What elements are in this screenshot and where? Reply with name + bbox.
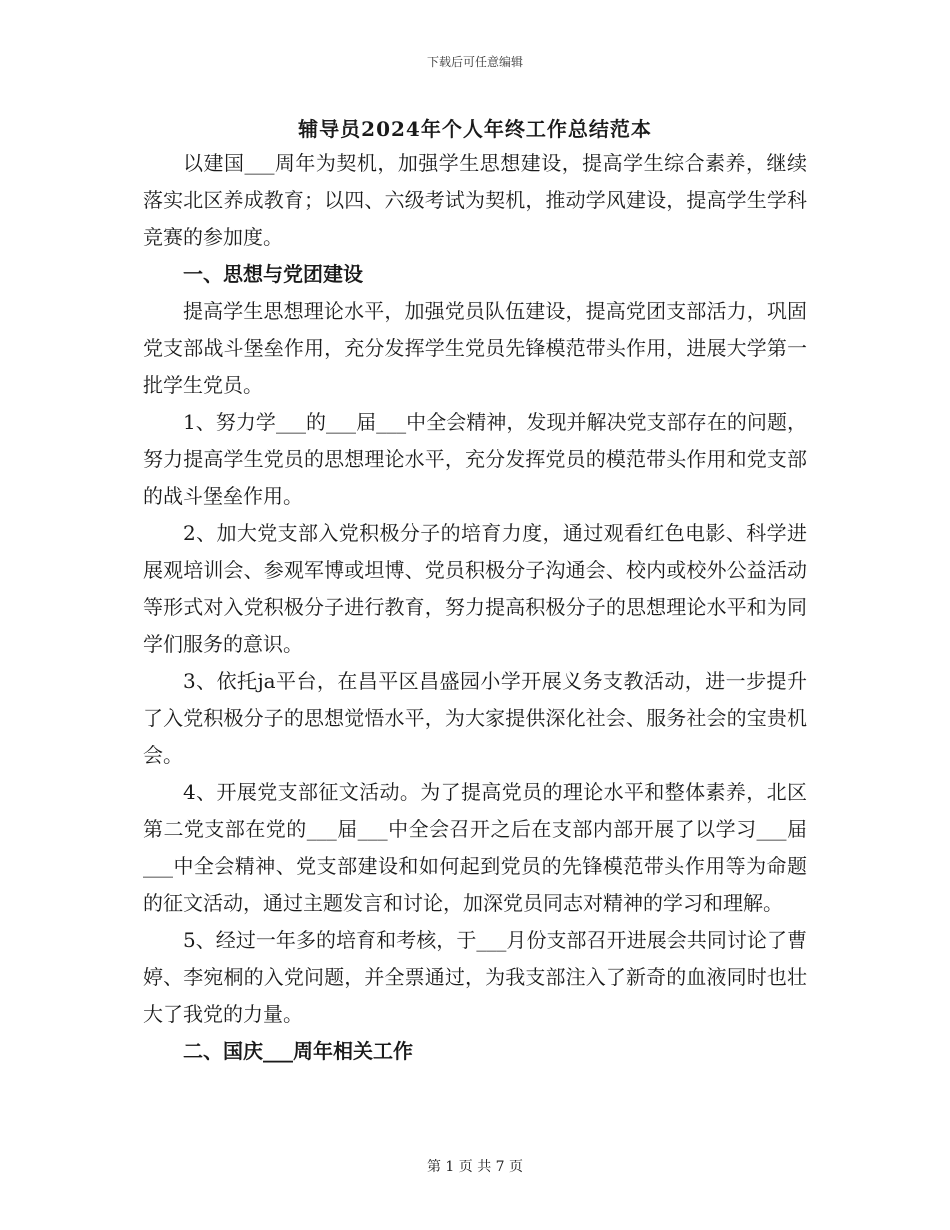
document-body xyxy=(143,145,807,1070)
list-item-1: 1、努力学___的___届___中全会精神，发现并解决党支部存在的问题，努力提高学生党员的思想理论水平，充分发挥党员的模范带头作用和党支部的战斗堡垒作用。 xyxy=(143,410,807,508)
section-heading-1: 一、思想与党团建设 xyxy=(183,262,363,286)
intro-paragraph: 以建国___周年为契机，加强学生思想建设，提高学生综合素养，继续落实北区养成教育；以四、六级考试为契机，推动学风建设，提高学生学科竞赛的参加度。 xyxy=(143,151,807,249)
list-item-5: 5、经过一年多的培育和考核，于___月份支部召开进展会共同讨论了曹婷、李宛桐的入党问题，并全票通过，为我支部注入了新奇的血液同时也壮大了我党的力量。 xyxy=(143,928,807,1026)
list-item-2: 2、加大党支部入党积极分子的培育力度，通过观看红色电影、科学进展观培训会、参观军博或坦博、党员积极分子沟通会、校内或校外公益活动等形式对入党积极分子进行教育，努力提高积极分子的思想理论水平和为同学们服务的意识。 xyxy=(143,521,807,656)
list-item-3: 3、依托ja平台，在昌平区昌盛园小学开展义务支教活动，进一步提升了入党积极分子的思想觉悟水平，为大家提供深化社会、服务社会的宝贵机会。 xyxy=(143,669,807,767)
header-note: 下载后可任意编辑 xyxy=(426,55,523,69)
list-item-4: 4、开展党支部征文活动。为了提高党员的理论水平和整体素养，北区第二党支部在党的___届___中全会召开之后在支部内部开展了以学习___届___中全会精神、党支部建设和如何起到党员的先锋模范带头作用等为命题的征文活动，通过主题发言和讨论，加深党员同志对精神的学习和理解。 xyxy=(143,780,807,915)
section-heading-2: 二、国庆___周年相关工作 xyxy=(183,1039,413,1063)
section-1-paragraph: 提高学生思想理论水平，加强党员队伍建设，提高党团支部活力，巩固党支部战斗堡垒作用，充分发挥学生党员先锋模范带头作用，进展大学第一批学生党员。 xyxy=(143,299,807,397)
page-indicator: 第 1 页 共 7 页 xyxy=(426,1159,524,1175)
document-title: 辅导员2024年个人年终工作总结范本 xyxy=(298,117,652,141)
